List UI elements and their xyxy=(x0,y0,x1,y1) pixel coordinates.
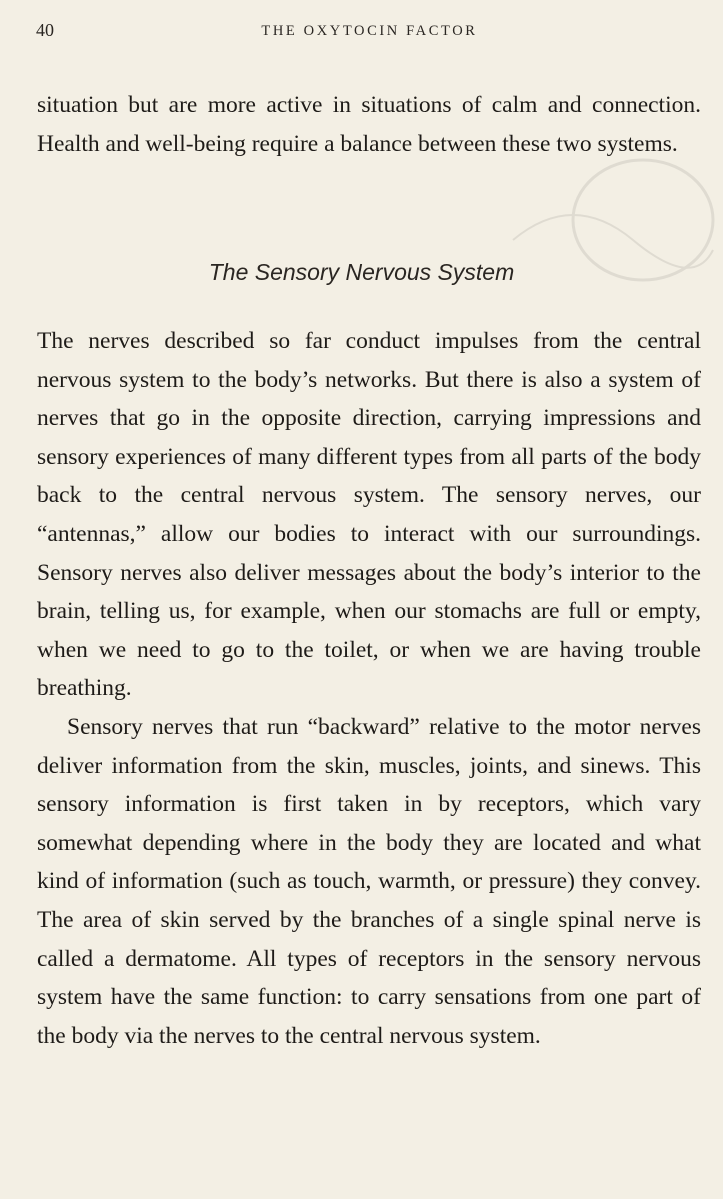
page-header xyxy=(36,20,703,46)
opening-paragraph: situation but are more active in situations of calm and connection. Health and well-being require a balance between these two systems. xyxy=(37,92,701,157)
show-through-illustration xyxy=(473,150,723,330)
paragraph-sensory-receptors: Sensory nerves that run “backward” relative to the motor nerves deliver information from the skin, muscles, joints, and sinews. This sensory information is first taken in by receptors, which vary somewhat depending where in the body they are located and what kind of information (such as touch, warmth, or pressure) they convey. The area of skin served by the branches of a single spinal nerve is called a dermatome. All types of receptors in the sensory nervous system have the same function: to carry sensations from one part of the body via the nerves to the central nervous system. xyxy=(37,713,701,1049)
opening-text-block xyxy=(37,86,701,163)
page-number: 40 xyxy=(36,20,54,40)
running-title: THE OXYTOCIN FACTOR xyxy=(261,23,478,39)
paragraph-sensory-nerves-intro: The nerves described so far conduct impulses from the central nervous system to the body’s networks. But there is also a system of nerves that go in the opposite direction, carrying impressions and sensory experiences of many different types from all parts of the body back to the central nervous system. The sensory nerves, our “antennas,” allow our bodies to interact with our surroundings. Sensory nerves also deliver messages about the body’s interior to the brain, telling us, for example, when our stomachs are full or empty, when we need to go to the toilet, or when we are having trouble breathing. xyxy=(37,328,701,702)
section-heading: The Sensory Nervous System xyxy=(208,259,515,285)
section-text-block xyxy=(37,322,701,1055)
